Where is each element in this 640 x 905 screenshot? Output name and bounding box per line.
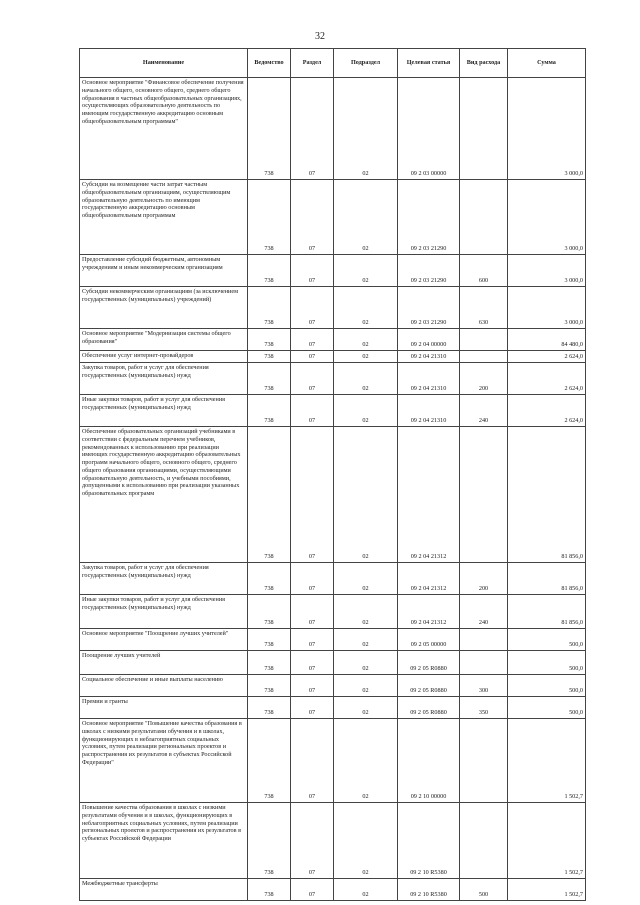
cell-expense-type: 240 (460, 595, 508, 629)
table-row (80, 287, 586, 329)
cell-name: Иные закупки товаров, работ и услуг для обеспечения государственных (муниципальных) нужд (80, 395, 248, 427)
cell-name: Основное мероприятие "Поощрение лучших учителей" (80, 629, 248, 651)
cell-target: 09 2 03 00000 (398, 78, 460, 180)
cell-subsection: 02 (334, 675, 398, 697)
table-row (80, 697, 586, 719)
cell-dept: 738 (248, 395, 291, 427)
cell-name: Субсидии некоммерческим организациям (за исключением государственных (муниципальных) учреждений) (80, 287, 248, 329)
cell-name: Иные закупки товаров, работ и услуг для обеспечения государственных (муниципальных) нужд (80, 595, 248, 629)
cell-name: Социальное обеспечение и иные выплаты населению (80, 675, 248, 697)
cell-dept: 738 (248, 363, 291, 395)
cell-section: 07 (291, 675, 334, 697)
cell-expense-type (460, 351, 508, 363)
cell-section: 07 (291, 563, 334, 595)
table-row (80, 427, 586, 563)
cell-sum: 81 856,0 (508, 563, 586, 595)
cell-name: Закупка товаров, работ и услуг для обеспечения государственных (муниципальных) нужд (80, 563, 248, 595)
table-row (80, 629, 586, 651)
cell-section: 07 (291, 78, 334, 180)
cell-expense-type: 240 (460, 395, 508, 427)
table-row (80, 180, 586, 255)
cell-sum: 500,0 (508, 675, 586, 697)
cell-name: Межбюджетные трансферты (80, 879, 248, 901)
cell-target: 09 2 04 00000 (398, 329, 460, 351)
cell-target: 09 2 04 21310 (398, 363, 460, 395)
cell-dept: 738 (248, 697, 291, 719)
cell-subsection: 02 (334, 78, 398, 180)
cell-section: 07 (291, 329, 334, 351)
cell-dept: 738 (248, 427, 291, 563)
cell-expense-type (460, 78, 508, 180)
table-row (80, 395, 586, 427)
cell-name: Повышение качества образования в школах с низкими результатами обучения и в школах, функционирующих в неблагоприятных социальных условиях, путем реализации региональных проектов и распространения их результатов в субъектах Российской Федерации (80, 803, 248, 879)
page-number: 32 (315, 31, 325, 42)
cell-subsection: 02 (334, 629, 398, 651)
table-row (80, 879, 586, 901)
cell-target: 09 2 10 R5380 (398, 803, 460, 879)
cell-subsection: 02 (334, 595, 398, 629)
cell-target: 09 2 05 00000 (398, 629, 460, 651)
cell-section: 07 (291, 595, 334, 629)
cell-expense-type (460, 180, 508, 255)
cell-expense-type (460, 651, 508, 675)
cell-subsection: 02 (334, 395, 398, 427)
cell-target: 09 2 05 R0880 (398, 651, 460, 675)
table-row (80, 651, 586, 675)
cell-name: Предоставление субсидий бюджетным, автономным учреждениям и иным некоммерческим организациям (80, 255, 248, 287)
cell-dept: 738 (248, 629, 291, 651)
cell-sum: 1 502,7 (508, 719, 586, 803)
cell-expense-type: 300 (460, 675, 508, 697)
table-row (80, 351, 586, 363)
cell-sum: 84 480,0 (508, 329, 586, 351)
cell-sum: 3 000,0 (508, 287, 586, 329)
cell-target: 09 2 04 21310 (398, 395, 460, 427)
cell-subsection: 02 (334, 879, 398, 901)
cell-dept: 738 (248, 351, 291, 363)
table-row (80, 563, 586, 595)
cell-section: 07 (291, 719, 334, 803)
header-target: Целевая статья (398, 49, 460, 78)
cell-target: 09 2 03 21290 (398, 180, 460, 255)
cell-section: 07 (291, 351, 334, 363)
cell-sum: 3 000,0 (508, 78, 586, 180)
cell-section: 07 (291, 255, 334, 287)
cell-target: 09 2 10 00000 (398, 719, 460, 803)
cell-dept: 738 (248, 651, 291, 675)
cell-dept: 738 (248, 329, 291, 351)
cell-section: 07 (291, 803, 334, 879)
table-row (80, 255, 586, 287)
cell-name: Обеспечение услуг интернет-провайдеров (80, 351, 248, 363)
cell-expense-type: 500 (460, 879, 508, 901)
cell-section: 07 (291, 427, 334, 563)
table-row (80, 719, 586, 803)
cell-subsection: 02 (334, 329, 398, 351)
cell-target: 09 2 03 21290 (398, 255, 460, 287)
cell-sum: 3 000,0 (508, 180, 586, 255)
cell-subsection: 02 (334, 363, 398, 395)
cell-dept: 738 (248, 803, 291, 879)
cell-expense-type (460, 719, 508, 803)
table-row (80, 329, 586, 351)
cell-name: Основное мероприятие "Финансовое обеспечение получения начального общего, основного общего, среднего общего образования в частных общеобразовательных организациях, осуществляющих образовательную деятельность по имеющим государственную аккредитацию основным общеобразовательным программам" (80, 78, 248, 180)
cell-sum: 1 502,7 (508, 879, 586, 901)
cell-name: Основное мероприятие "Повышение качества образования в школах с низкими результатами обучения и в школах, функционирующих в неблагоприятных социальных условиях, путем реализации региональных проектов и распространения их результатов в субъектах Российской Федерации" (80, 719, 248, 803)
cell-dept: 738 (248, 255, 291, 287)
cell-expense-type (460, 629, 508, 651)
cell-section: 07 (291, 697, 334, 719)
cell-target: 09 2 03 21290 (398, 287, 460, 329)
cell-section: 07 (291, 879, 334, 901)
cell-sum: 500,0 (508, 651, 586, 675)
header-dept: Ведомство (248, 49, 291, 78)
cell-section: 07 (291, 629, 334, 651)
cell-subsection: 02 (334, 563, 398, 595)
table-row (80, 78, 586, 180)
header-subsection: Подраздел (334, 49, 398, 78)
table-header-row (80, 49, 586, 78)
cell-subsection: 02 (334, 803, 398, 879)
cell-target: 09 2 04 21312 (398, 427, 460, 563)
cell-expense-type (460, 803, 508, 879)
cell-subsection: 02 (334, 697, 398, 719)
header-section: Раздел (291, 49, 334, 78)
cell-section: 07 (291, 395, 334, 427)
cell-expense-type: 600 (460, 255, 508, 287)
cell-expense-type (460, 427, 508, 563)
cell-dept: 738 (248, 180, 291, 255)
cell-section: 07 (291, 180, 334, 255)
cell-sum: 1 502,7 (508, 803, 586, 879)
cell-section: 07 (291, 287, 334, 329)
cell-dept: 738 (248, 78, 291, 180)
cell-target: 09 2 05 R0880 (398, 697, 460, 719)
cell-name: Поощрение лучших учителей (80, 651, 248, 675)
cell-sum: 81 856,0 (508, 595, 586, 629)
cell-expense-type: 200 (460, 563, 508, 595)
budget-table (79, 48, 586, 901)
cell-name: Закупка товаров, работ и услуг для обеспечения государственных (муниципальных) нужд (80, 363, 248, 395)
table-row (80, 803, 586, 879)
table-row (80, 363, 586, 395)
header-sum: Сумма (508, 49, 586, 78)
cell-subsection: 02 (334, 180, 398, 255)
cell-subsection: 02 (334, 719, 398, 803)
cell-target: 09 2 04 21312 (398, 595, 460, 629)
cell-dept: 738 (248, 287, 291, 329)
cell-sum: 81 856,0 (508, 427, 586, 563)
cell-sum: 2 624,0 (508, 395, 586, 427)
cell-name: Основное мероприятие "Модернизация системы общего образования" (80, 329, 248, 351)
cell-dept: 738 (248, 879, 291, 901)
header-name: Наименование (80, 49, 248, 78)
cell-expense-type: 350 (460, 697, 508, 719)
cell-sum: 3 000,0 (508, 255, 586, 287)
cell-target: 09 2 10 R5380 (398, 879, 460, 901)
cell-target: 09 2 05 R0880 (398, 675, 460, 697)
cell-subsection: 02 (334, 287, 398, 329)
cell-expense-type: 200 (460, 363, 508, 395)
cell-name: Обеспечение образовательных организаций учебниками в соответствии с федеральным перечнем учебников, рекомендованных к использованию при реализации имеющих государственную аккредитацию образовательных программ начального общего, основного общего, среднего общего образования организациями, осуществляющими образовательную деятельность, и учебными пособиями, допущенными к использованию при реализации указанных образовательных программ (80, 427, 248, 563)
cell-subsection: 02 (334, 255, 398, 287)
cell-name: Премии и гранты (80, 697, 248, 719)
cell-expense-type: 630 (460, 287, 508, 329)
table-row (80, 675, 586, 697)
cell-expense-type (460, 329, 508, 351)
cell-dept: 738 (248, 719, 291, 803)
cell-sum: 2 624,0 (508, 351, 586, 363)
cell-name: Субсидии на возмещение части затрат частным общеобразовательным организациям, осуществляющим образовательную деятельность по имеющим государственную аккредитацию основным общеобразовательным программам (80, 180, 248, 255)
cell-dept: 738 (248, 595, 291, 629)
cell-subsection: 02 (334, 427, 398, 563)
cell-sum: 2 624,0 (508, 363, 586, 395)
header-expense-type: Вид расхода (460, 49, 508, 78)
cell-sum: 500,0 (508, 629, 586, 651)
cell-target: 09 2 04 21312 (398, 563, 460, 595)
table-row (80, 595, 586, 629)
cell-target: 09 2 04 21310 (398, 351, 460, 363)
cell-sum: 500,0 (508, 697, 586, 719)
cell-section: 07 (291, 651, 334, 675)
cell-subsection: 02 (334, 351, 398, 363)
cell-subsection: 02 (334, 651, 398, 675)
cell-dept: 738 (248, 675, 291, 697)
cell-section: 07 (291, 363, 334, 395)
cell-dept: 738 (248, 563, 291, 595)
